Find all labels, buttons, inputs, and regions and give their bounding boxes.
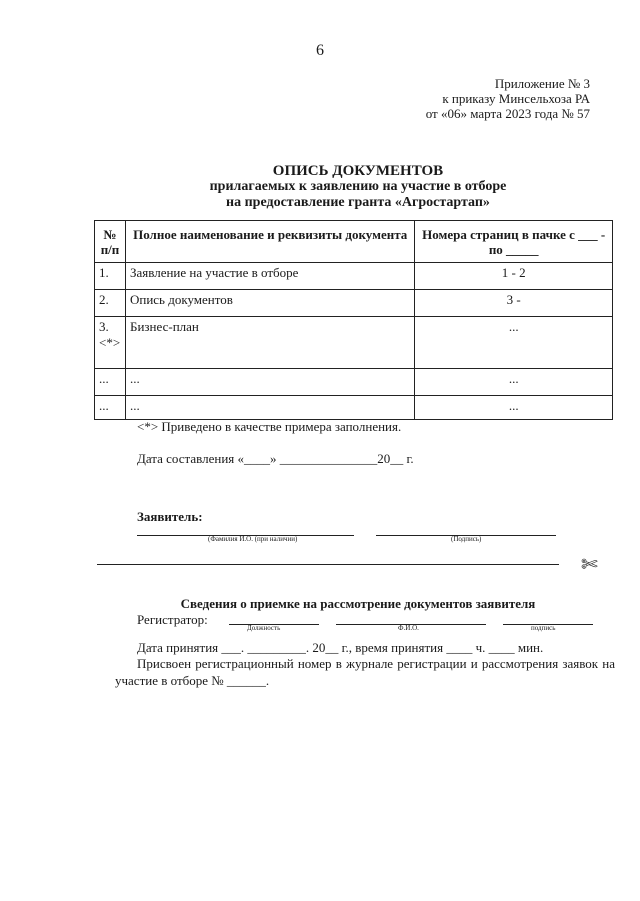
table-row — [95, 369, 613, 396]
title-line-3: на предоставление гранта «Агростартап» — [226, 195, 490, 210]
appendix-line-2: к приказу Минсельхоза РА — [442, 91, 590, 106]
table-row — [95, 263, 613, 290]
footnote: <*> Приведено в качестве примера заполнения. — [137, 419, 402, 434]
table-header-row — [95, 221, 613, 263]
title-line-1: ОПИСЬ ДОКУМЕНТОВ — [272, 163, 444, 179]
row-document: Бизнес-план — [125, 317, 414, 369]
row-pages: ... — [415, 396, 613, 420]
compilation-date: Дата составления «____» _______________20__ г. — [137, 451, 414, 466]
applicant-signature-caption: (Подпись) — [451, 535, 482, 543]
registration-number-text: Присвоен регистрационный номер в журнале регистрации и рассмотрения заявок на участие в отборе № ______. — [115, 656, 615, 688]
documents-table — [94, 220, 613, 420]
scissors-icon: ✄ — [581, 554, 598, 576]
receipt-title: Сведения о приемке на рассмотрение документов заявителя — [180, 596, 536, 611]
cut-line — [97, 564, 559, 565]
caption-signature: подпись — [531, 624, 556, 632]
caption-name: Ф.И.О. — [398, 624, 419, 632]
row-number: 2. — [95, 290, 126, 317]
row-number: 3. <*> — [95, 317, 126, 369]
header-pages: Номера страниц в пачке с ___ - по _____ — [415, 221, 613, 263]
row-document: ... — [125, 396, 414, 420]
table-row — [95, 317, 613, 369]
row-document: ... — [125, 369, 414, 396]
row-number: ... — [95, 396, 126, 420]
header-document-name: Полное наименование и реквизиты документа — [125, 221, 414, 263]
title-line-2: прилагаемых к заявлению на участие в отборе — [209, 179, 507, 194]
row-pages: ... — [415, 369, 613, 396]
applicant-name-caption: (Фамилия И.О. (при наличии) — [208, 535, 298, 543]
row-document: Заявление на участие в отборе — [125, 263, 414, 290]
appendix-header — [426, 76, 590, 121]
row-number: ... — [95, 369, 126, 396]
row-pages: 3 - — [415, 290, 613, 317]
row-document: Опись документов — [125, 290, 414, 317]
header-number: № п/п — [95, 221, 126, 263]
acceptance-date: Дата принятия ___. _________. 20__ г., время принятия ____ ч. ____ мин. — [137, 640, 544, 655]
document-title — [0, 163, 640, 211]
appendix-line-1: Приложение № 3 — [494, 76, 590, 91]
registrar-label: Регистратор: — [137, 612, 208, 627]
row-number: 1. — [95, 263, 126, 290]
table-row — [95, 290, 613, 317]
table-row — [95, 396, 613, 420]
row-pages: 1 - 2 — [415, 263, 613, 290]
row-pages: ... — [415, 317, 613, 369]
applicant-label: Заявитель: — [137, 509, 203, 524]
appendix-line-3: от «06» марта 2023 года № 57 — [425, 106, 590, 121]
page-number: 6 — [316, 42, 324, 59]
caption-position: Должность — [247, 624, 281, 632]
